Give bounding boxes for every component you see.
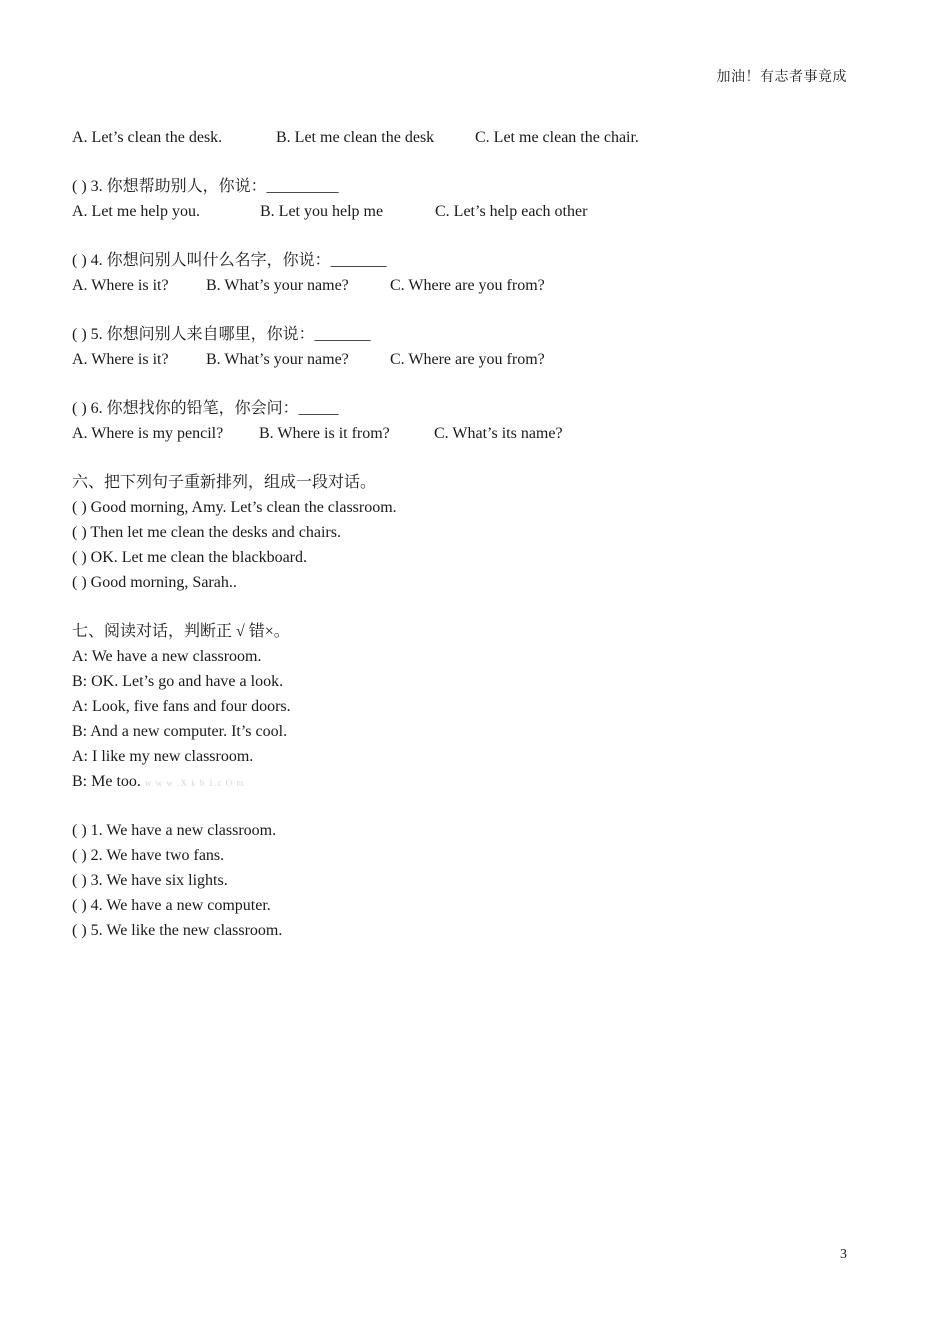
reorder-item: ( ) Then let me clean the desks and chairs. bbox=[72, 524, 341, 541]
reorder-item: ( ) Good morning, Amy. Let’s clean the classroom. bbox=[72, 499, 397, 516]
option-c: C. Where are you from? bbox=[390, 277, 545, 294]
judgement-statement: ( ) 5. We like the new classroom. bbox=[72, 922, 283, 939]
question-5-options bbox=[72, 347, 872, 372]
judgement-statement: ( ) 2. We have two fans. bbox=[72, 847, 225, 864]
question-4-options bbox=[72, 273, 872, 298]
option-b: B. Let you help me bbox=[260, 203, 384, 220]
dialogue-text: B: Me too. bbox=[72, 773, 141, 790]
page-number: 3 bbox=[840, 1247, 847, 1262]
option-b: B. What’s your name? bbox=[206, 351, 349, 368]
option-b: B. What’s your name? bbox=[206, 277, 349, 294]
question-5-prompt: ( ) 5. 你想问别人来自哪里，你说：_______ bbox=[72, 326, 371, 343]
option-a: A. Where is my pencil? bbox=[72, 425, 224, 442]
watermark: w w w .X k b 1.c O m bbox=[144, 778, 245, 788]
judgement-statement: ( ) 3. We have six lights. bbox=[72, 872, 228, 889]
dialogue-line: B: OK. Let’s go and have a look. bbox=[72, 673, 284, 690]
option-a: A. Let me help you. bbox=[72, 203, 200, 220]
reorder-item: ( ) OK. Let me clean the blackboard. bbox=[72, 549, 308, 566]
option-a: A. Where is it? bbox=[72, 277, 169, 294]
question-4-prompt: ( ) 4. 你想问别人叫什么名字，你说：_______ bbox=[72, 252, 387, 269]
header-motto: 加油！有志者事竟成 bbox=[716, 70, 847, 85]
option-c: C. Let’s help each other bbox=[435, 203, 588, 220]
option-b: B. Let me clean the desk bbox=[276, 129, 435, 146]
dialogue-line-last bbox=[72, 769, 872, 794]
option-c: C. Let me clean the chair. bbox=[475, 129, 639, 146]
option-c: C. What’s its name? bbox=[434, 425, 563, 442]
dialogue-line: A: Look, five fans and four doors. bbox=[72, 698, 291, 715]
option-a: A. Let’s clean the desk. bbox=[72, 129, 223, 146]
judgement-statement: ( ) 4. We have a new computer. bbox=[72, 897, 271, 914]
option-c: C. Where are you from? bbox=[390, 351, 545, 368]
worksheet-content bbox=[72, 125, 872, 943]
option-a: A. Where is it? bbox=[72, 351, 169, 368]
reorder-item: ( ) Good morning, Sarah.. bbox=[72, 574, 237, 591]
judgement-statement: ( ) 1. We have a new classroom. bbox=[72, 822, 277, 839]
option-b: B. Where is it from? bbox=[259, 425, 390, 442]
dialogue-line: A: We have a new classroom. bbox=[72, 648, 262, 665]
question-3-options bbox=[72, 199, 872, 224]
dialogue-line: B: And a new computer. It’s cool. bbox=[72, 723, 288, 740]
section-7-title: 七、阅读对话，判断正 √ 错×。 bbox=[72, 623, 290, 640]
dialogue-line: A: I like my new classroom. bbox=[72, 748, 254, 765]
section-6-title: 六、把下列句子重新排列，组成一段对话。 bbox=[72, 474, 377, 491]
question-6-prompt: ( ) 6. 你想找你的铅笔，你会问：_____ bbox=[72, 400, 339, 417]
question-2-options bbox=[72, 125, 872, 150]
question-6-options bbox=[72, 421, 872, 446]
question-3-prompt: ( ) 3. 你想帮助别人，你说：_________ bbox=[72, 178, 339, 195]
